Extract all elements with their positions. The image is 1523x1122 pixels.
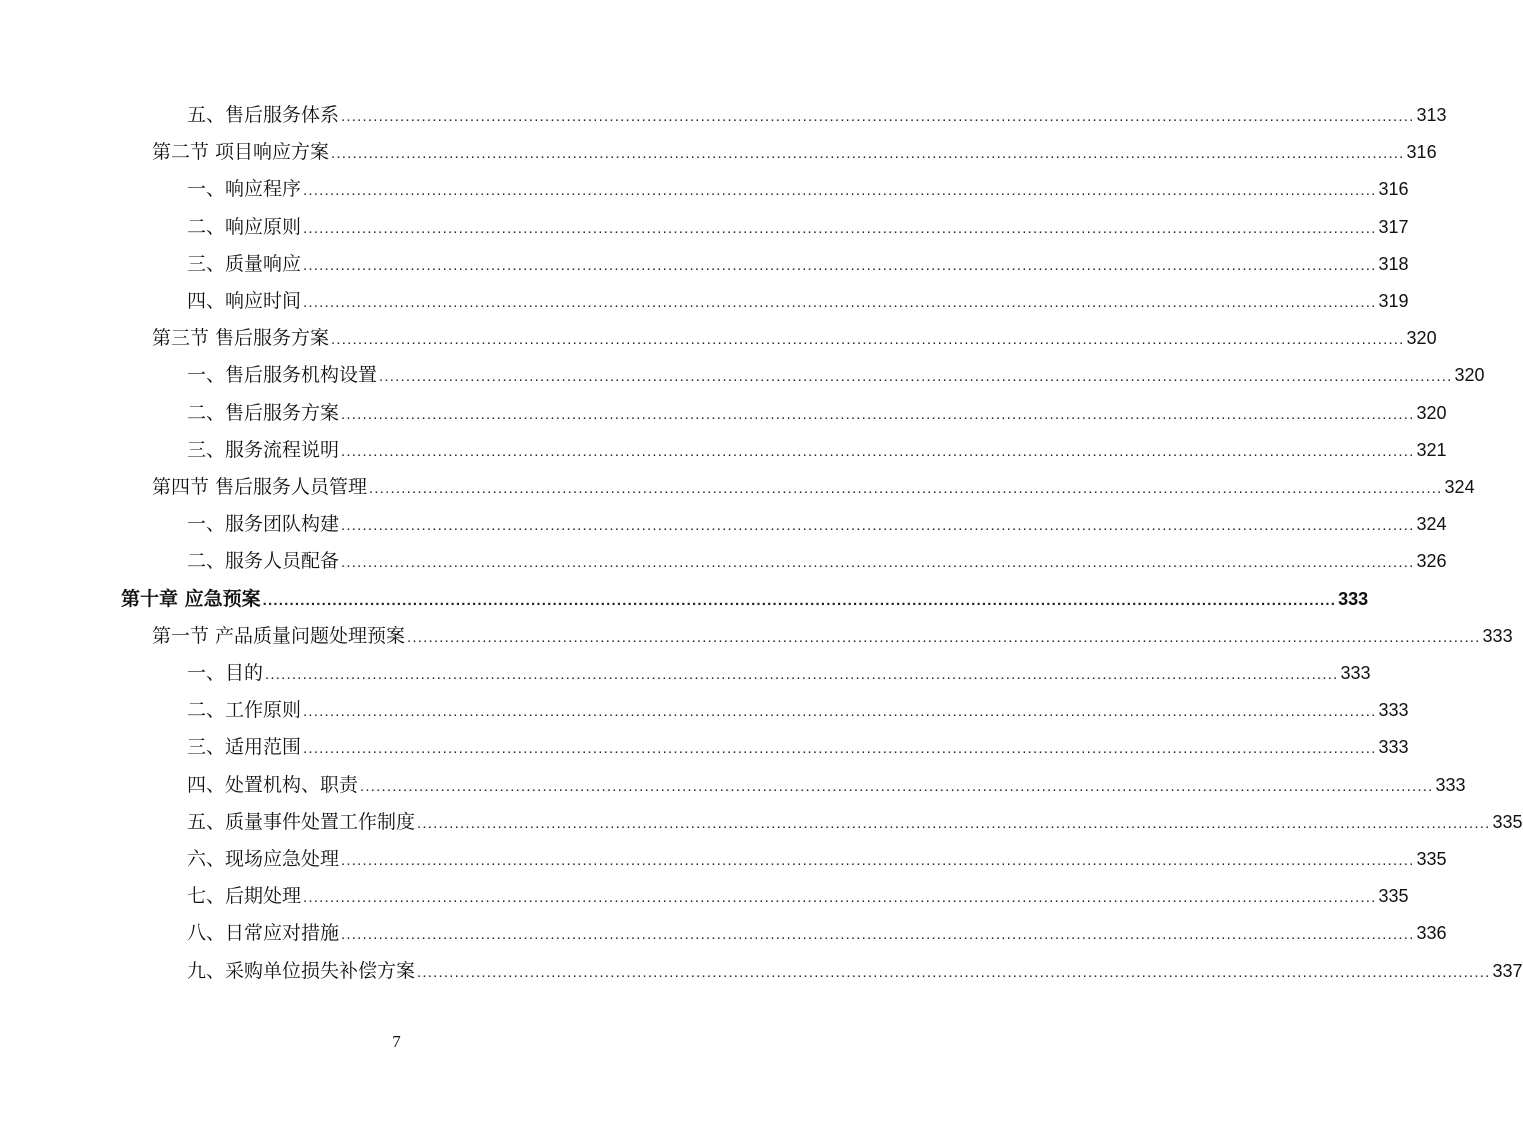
toc-item-entry[interactable]	[187, 658, 1371, 688]
toc-entry-title: 三、质量响应	[187, 252, 302, 275]
toc-entry-title: 一、售后服务机构设置	[187, 364, 378, 387]
toc-item-entry[interactable]	[187, 249, 1409, 279]
toc-entry-title: 三、服务流程说明	[187, 438, 340, 461]
toc-entry-title: 二、响应原则	[187, 215, 302, 238]
toc-entry-title: 五、售后服务体系	[187, 104, 340, 126]
toc-entry-title: 三、适用范围	[187, 736, 302, 759]
toc-entry-title: 一、响应程序	[187, 178, 302, 201]
toc-entry-title: 一、服务团队构建	[187, 513, 340, 536]
toc-entry-page: 333	[1435, 774, 1466, 795]
toc-entry-title: 二、售后服务方案	[187, 401, 340, 424]
toc-entry-page: 337	[1492, 960, 1523, 981]
toc-entry-title: 第三节 售后服务方案	[152, 327, 330, 350]
toc-entry-title: 八、日常应对措施	[187, 922, 340, 945]
toc-leader-dots: ........................................................................................................................................................................................................	[341, 405, 1415, 423]
toc-leader-dots: ........................................................................................................................................................................................................	[341, 108, 1415, 125]
toc-item-entry[interactable]	[187, 695, 1409, 725]
toc-item-entry[interactable]	[187, 770, 1466, 800]
toc-item-entry[interactable]	[187, 435, 1447, 465]
toc-leader-dots: ........................................................................................................................................................................................................	[407, 628, 1481, 646]
toc-entry-title: 六、现场应急处理	[187, 848, 340, 870]
toc-section-entry[interactable]	[152, 137, 1437, 167]
toc-entry-page: 336	[1416, 923, 1447, 944]
toc-entry-page: 324	[1444, 477, 1475, 497]
toc-leader-dots: ........................................................................................................................................................................................................	[360, 777, 1434, 795]
toc-entry-title: 五、质量事件处置工作制度	[187, 810, 416, 833]
toc-item-entry[interactable]	[187, 174, 1409, 204]
toc-entry-page: 320	[1406, 328, 1437, 349]
toc-item-entry[interactable]	[187, 807, 1523, 837]
toc-entry-page: 335	[1416, 849, 1447, 869]
toc-leader-dots: ........................................................................................................................................................................................................	[341, 926, 1415, 944]
toc-entry-page: 321	[1416, 439, 1447, 460]
toc-entry-title: 二、工作原则	[187, 699, 302, 722]
toc-item-entry[interactable]	[187, 286, 1409, 316]
toc-entry-title: 第四节 售后服务人员管理	[152, 476, 368, 498]
toc-item-entry[interactable]	[187, 509, 1447, 539]
toc-item-entry[interactable]	[187, 398, 1447, 428]
toc-entry-page: 333	[1482, 625, 1513, 646]
toc-section-entry[interactable]	[152, 621, 1513, 651]
toc-item-entry[interactable]	[187, 844, 1447, 874]
toc-entry-title: 七、后期处理	[187, 885, 302, 908]
toc-entry-title: 第一节 产品质量问题处理预案	[152, 624, 406, 647]
toc-item-entry[interactable]	[187, 732, 1409, 762]
toc-leader-dots: ........................................................................................................................................................................................................	[331, 331, 1405, 349]
toc-entry-page: 316	[1378, 179, 1409, 200]
toc-chapter-entry[interactable]	[121, 584, 1369, 614]
toc-leader-dots: ........................................................................................................................................................................................................	[265, 666, 1339, 683]
toc-leader-dots: ........................................................................................................................................................................................................	[303, 182, 1377, 200]
toc-entry-page: 335	[1378, 886, 1409, 907]
toc-entry-page: 320	[1454, 365, 1485, 386]
toc-item-entry[interactable]	[187, 360, 1485, 390]
toc-entry-page: 317	[1378, 216, 1409, 237]
toc-item-entry[interactable]	[187, 212, 1409, 242]
toc-leader-dots: ........................................................................................................................................................................................................	[262, 591, 1337, 609]
toc-leader-dots: ........................................................................................................................................................................................................	[417, 963, 1491, 981]
toc-entry-page: 316	[1406, 142, 1437, 163]
toc-entry-page: 326	[1416, 551, 1447, 572]
toc-entry-page: 313	[1416, 105, 1447, 125]
toc-entry-page: 335	[1492, 811, 1523, 832]
toc-entry-page: 320	[1416, 402, 1447, 423]
toc-entry-page: 333	[1340, 663, 1371, 683]
toc-entry-title: 第二节 项目响应方案	[152, 141, 330, 164]
toc-leader-dots: ........................................................................................................................................................................................................	[303, 889, 1377, 907]
toc-entry-title: 第十章 应急预案	[121, 587, 261, 610]
toc-item-entry[interactable]	[187, 918, 1447, 948]
toc-leader-dots: ........................................................................................................................................................................................................	[303, 256, 1377, 274]
toc-leader-dots: ........................................................................................................................................................................................................	[303, 740, 1377, 758]
toc-item-entry[interactable]	[187, 100, 1447, 130]
toc-leader-dots: ........................................................................................................................................................................................................	[369, 480, 1443, 497]
toc-leader-dots: ........................................................................................................................................................................................................	[331, 145, 1405, 163]
toc-leader-dots: ........................................................................................................................................................................................................	[417, 814, 1491, 832]
toc-entry-title: 四、响应时间	[187, 290, 302, 312]
toc-item-entry[interactable]	[187, 956, 1523, 986]
toc-leader-dots: ........................................................................................................................................................................................................	[341, 554, 1415, 572]
toc-leader-dots: ........................................................................................................................................................................................................	[379, 368, 1453, 386]
toc-section-entry[interactable]	[152, 323, 1437, 353]
toc-entry-page: 333	[1378, 700, 1409, 721]
toc-entry-title: 九、采购单位损失补偿方案	[187, 959, 416, 982]
toc-entry-title: 一、目的	[187, 662, 264, 684]
toc-item-entry[interactable]	[187, 881, 1409, 911]
toc-entry-page: 333	[1338, 588, 1369, 609]
page-number: 7	[392, 1032, 401, 1051]
toc-leader-dots: ........................................................................................................................................................................................................	[303, 219, 1377, 237]
toc-entry-page: 324	[1416, 514, 1447, 535]
toc-item-entry[interactable]	[187, 546, 1447, 576]
toc-entry-page: 318	[1378, 253, 1409, 274]
toc-entry-page: 333	[1378, 737, 1409, 758]
toc-entry-page: 319	[1378, 291, 1409, 311]
toc-leader-dots: ........................................................................................................................................................................................................	[341, 852, 1415, 869]
toc-leader-dots: ........................................................................................................................................................................................................	[303, 294, 1377, 311]
toc-leader-dots: ........................................................................................................................................................................................................	[341, 442, 1415, 460]
toc-section-entry[interactable]	[152, 472, 1475, 502]
toc-leader-dots: ........................................................................................................................................................................................................	[341, 517, 1415, 535]
toc-entry-title: 四、处置机构、职责	[187, 773, 359, 796]
toc-entry-title: 二、服务人员配备	[187, 550, 340, 573]
toc-leader-dots: ........................................................................................................................................................................................................	[303, 703, 1377, 721]
